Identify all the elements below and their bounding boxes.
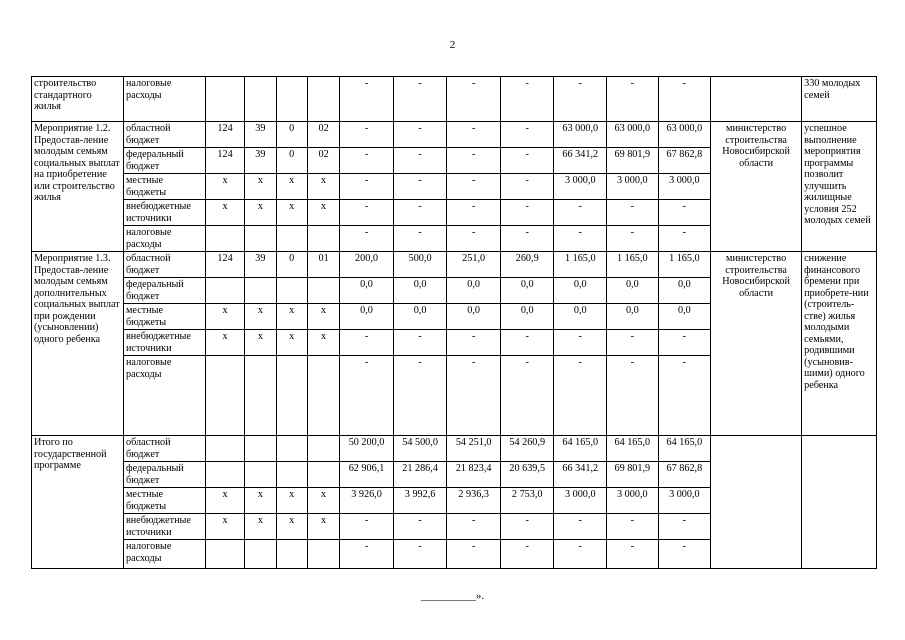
table-cell: х — [205, 514, 244, 540]
table-cell: снижение финансового бремени при приобрете-нии (строитель-стве) жилья молодыми семьями, родившими (усыновив-шими) одного ребенка — [802, 252, 877, 436]
table-cell: областной бюджет — [123, 436, 205, 462]
table-cell: 63 000,0 — [554, 122, 607, 148]
table-cell: - — [393, 148, 447, 174]
table-cell: - — [340, 540, 394, 569]
table-cell: 0,0 — [554, 278, 607, 304]
table-cell: налоговые расходы — [123, 356, 205, 436]
table-cell: 50 200,0 — [340, 436, 394, 462]
table-cell: - — [500, 174, 554, 200]
table-cell: 0,0 — [607, 278, 659, 304]
table-cell: - — [607, 77, 659, 122]
table-cell: х — [276, 174, 307, 200]
table-cell: - — [340, 330, 394, 356]
table-cell: - — [658, 77, 711, 122]
table-cell: 500,0 — [393, 252, 447, 278]
table-cell: - — [658, 540, 711, 569]
table-cell: 39 — [245, 122, 276, 148]
table-cell: - — [393, 122, 447, 148]
table-cell: х — [245, 200, 276, 226]
table-cell: - — [658, 514, 711, 540]
table-cell: 124 — [205, 122, 244, 148]
table-cell: - — [658, 226, 711, 252]
table-cell: успешное выполнение мероприятия программы позволит улучшить жилищные условия 252 молодых семей — [802, 122, 877, 252]
table-cell: - — [340, 514, 394, 540]
table-cell — [711, 436, 802, 569]
table-cell: 0 — [276, 148, 307, 174]
table-cell: местные бюджеты — [123, 304, 205, 330]
table-cell: 54 260,9 — [500, 436, 554, 462]
table-cell: х — [245, 174, 276, 200]
table-cell: - — [607, 356, 659, 436]
table-cell: 0 — [276, 122, 307, 148]
table-cell: 67 862,8 — [658, 148, 711, 174]
table-cell — [205, 278, 244, 304]
table-cell — [245, 77, 276, 122]
table-cell: - — [340, 122, 394, 148]
table-cell: - — [554, 514, 607, 540]
table-cell: - — [393, 77, 447, 122]
table-cell: х — [307, 200, 339, 226]
table-cell: 54 500,0 — [393, 436, 447, 462]
table-cell: Мероприятие 1.3. Предостав-ление молодым семьям дополнительных социальных выплат при рождении (усыновлении) одного ребенка — [32, 252, 124, 436]
table-cell: х — [205, 488, 244, 514]
table-cell: - — [447, 77, 501, 122]
table-cell: 0,0 — [340, 304, 394, 330]
table-cell: - — [393, 226, 447, 252]
table-cell — [245, 356, 276, 436]
table-cell: 0 — [276, 252, 307, 278]
table-cell — [205, 540, 244, 569]
table-cell: х — [307, 488, 339, 514]
table-cell: 69 801,9 — [607, 148, 659, 174]
table-cell: - — [340, 148, 394, 174]
table-cell: местные бюджеты — [123, 488, 205, 514]
table-cell: - — [500, 122, 554, 148]
table-cell: - — [393, 330, 447, 356]
table-cell: 39 — [245, 252, 276, 278]
table-cell: 69 801,9 — [607, 462, 659, 488]
table-cell: - — [658, 200, 711, 226]
table-cell: - — [447, 226, 501, 252]
table-cell: х — [307, 174, 339, 200]
table-cell: - — [447, 122, 501, 148]
table-cell — [802, 436, 877, 569]
table-cell: х — [276, 488, 307, 514]
table-cell: - — [607, 226, 659, 252]
table-cell: - — [554, 330, 607, 356]
table-cell — [307, 226, 339, 252]
table-cell: 63 000,0 — [607, 122, 659, 148]
table-cell — [245, 540, 276, 569]
table-cell: 124 — [205, 252, 244, 278]
table-cell — [307, 540, 339, 569]
table-cell — [205, 226, 244, 252]
table-cell — [245, 462, 276, 488]
table-cell: налоговые расходы — [123, 540, 205, 569]
table-row — [32, 252, 877, 278]
table-cell: - — [554, 356, 607, 436]
table-cell: х — [245, 304, 276, 330]
table-cell — [276, 278, 307, 304]
table-cell: х — [276, 200, 307, 226]
table-cell: - — [340, 200, 394, 226]
table-cell: - — [447, 200, 501, 226]
table-cell: х — [276, 514, 307, 540]
table-cell: - — [340, 356, 394, 436]
table-cell: - — [447, 356, 501, 436]
table-cell: 66 341,2 — [554, 148, 607, 174]
table-cell: - — [393, 356, 447, 436]
table-cell — [245, 436, 276, 462]
table-cell: 3 000,0 — [658, 488, 711, 514]
table-cell: - — [393, 540, 447, 569]
table-cell: областной бюджет — [123, 122, 205, 148]
table-cell: - — [447, 330, 501, 356]
table-cell: 3 000,0 — [607, 174, 659, 200]
table-cell — [307, 462, 339, 488]
table-cell: 124 — [205, 148, 244, 174]
table-cell: строительство стандартного жилья — [32, 77, 124, 122]
table-cell: 64 165,0 — [607, 436, 659, 462]
table-cell: 251,0 — [447, 252, 501, 278]
table-cell: х — [276, 330, 307, 356]
table-cell: 3 000,0 — [554, 488, 607, 514]
table-cell: - — [447, 514, 501, 540]
table-cell: 1 165,0 — [658, 252, 711, 278]
table-cell: 3 992,6 — [393, 488, 447, 514]
table-cell — [276, 462, 307, 488]
table-cell: внебюджетные источники — [123, 200, 205, 226]
table-cell: 0,0 — [393, 278, 447, 304]
table-cell — [307, 356, 339, 436]
table-cell: 0,0 — [340, 278, 394, 304]
table-cell: - — [393, 514, 447, 540]
table-cell: - — [607, 514, 659, 540]
table-cell — [307, 278, 339, 304]
table-cell: 02 — [307, 122, 339, 148]
table-cell: 39 — [245, 148, 276, 174]
table-cell: 21 286,4 — [393, 462, 447, 488]
table-cell: - — [607, 540, 659, 569]
table-cell: 64 165,0 — [554, 436, 607, 462]
table-cell — [205, 462, 244, 488]
table-cell — [276, 226, 307, 252]
table-cell: министерство строительства Новосибирской области — [711, 122, 802, 252]
table-cell: х — [245, 488, 276, 514]
table-cell: - — [340, 77, 394, 122]
table-cell — [307, 77, 339, 122]
table-cell: х — [205, 200, 244, 226]
table-cell: 3 000,0 — [607, 488, 659, 514]
table-cell: - — [500, 226, 554, 252]
table-cell: - — [393, 174, 447, 200]
table-cell: федеральный бюджет — [123, 148, 205, 174]
table-cell: - — [500, 356, 554, 436]
table-cell: областной бюджет — [123, 252, 205, 278]
table-cell: Мероприятие 1.2. Предостав-ление молодым семьям социальных выплат на приобретение или строительство жилья — [32, 122, 124, 252]
table-cell: местные бюджеты — [123, 174, 205, 200]
table-cell: - — [393, 200, 447, 226]
table-cell: 0,0 — [607, 304, 659, 330]
table-cell: 0,0 — [554, 304, 607, 330]
table-cell: х — [245, 514, 276, 540]
table-cell: - — [447, 174, 501, 200]
table-cell: - — [607, 200, 659, 226]
table-cell: 20 639,5 — [500, 462, 554, 488]
table-cell: 330 молодых семей — [802, 77, 877, 122]
table-cell — [245, 226, 276, 252]
table-cell: 3 926,0 — [340, 488, 394, 514]
table-cell: - — [340, 226, 394, 252]
table-cell: - — [658, 356, 711, 436]
table-cell: 0,0 — [500, 304, 554, 330]
table-cell: 21 823,4 — [447, 462, 501, 488]
table-cell: х — [205, 304, 244, 330]
table-cell: - — [658, 330, 711, 356]
table-cell: 63 000,0 — [658, 122, 711, 148]
table-cell: 200,0 — [340, 252, 394, 278]
table-cell — [276, 356, 307, 436]
table-cell: 0,0 — [447, 278, 501, 304]
table-cell: 67 862,8 — [658, 462, 711, 488]
table-cell: 0,0 — [500, 278, 554, 304]
table-cell: х — [245, 330, 276, 356]
table-cell: 3 000,0 — [554, 174, 607, 200]
table-cell: Итого по государственной программе — [32, 436, 124, 569]
table-cell — [245, 278, 276, 304]
table-cell: х — [307, 330, 339, 356]
table-cell: х — [307, 304, 339, 330]
table-cell: х — [307, 514, 339, 540]
table-cell: 64 165,0 — [658, 436, 711, 462]
table-cell — [276, 540, 307, 569]
table-cell: - — [500, 148, 554, 174]
table-cell: 0,0 — [658, 304, 711, 330]
table-row — [32, 77, 877, 122]
table-cell: налоговые расходы — [123, 77, 205, 122]
table-cell — [307, 436, 339, 462]
table-cell: - — [447, 148, 501, 174]
table-cell: внебюджетные источники — [123, 514, 205, 540]
table-row — [32, 436, 877, 462]
table-cell: 2 753,0 — [500, 488, 554, 514]
table-cell: 02 — [307, 148, 339, 174]
table-cell: - — [607, 330, 659, 356]
table-cell: 260,9 — [500, 252, 554, 278]
table-cell — [276, 77, 307, 122]
table-cell: внебюджетные источники — [123, 330, 205, 356]
table-cell: 62 906,1 — [340, 462, 394, 488]
table-cell: налоговые расходы — [123, 226, 205, 252]
program-funding-table — [31, 76, 877, 569]
table-cell: х — [276, 304, 307, 330]
table-cell — [276, 436, 307, 462]
table-cell: - — [340, 174, 394, 200]
table-cell: 2 936,3 — [447, 488, 501, 514]
table-cell: федеральный бюджет — [123, 278, 205, 304]
table-cell: - — [554, 200, 607, 226]
table-cell: министерство строительства Новосибирской области — [711, 252, 802, 436]
table-cell: федеральный бюджет — [123, 462, 205, 488]
table-cell: - — [554, 226, 607, 252]
table-cell — [205, 77, 244, 122]
table-cell: - — [500, 514, 554, 540]
page-number: 2 — [449, 39, 456, 51]
table-cell: - — [554, 540, 607, 569]
table-cell: 54 251,0 — [447, 436, 501, 462]
table-cell: 0,0 — [393, 304, 447, 330]
table-cell: - — [500, 77, 554, 122]
table-row — [32, 122, 877, 148]
table-cell: 01 — [307, 252, 339, 278]
table-cell — [711, 77, 802, 122]
table-cell: 0,0 — [447, 304, 501, 330]
table-cell: х — [205, 174, 244, 200]
table-cell: - — [554, 77, 607, 122]
closing-mark: __________». — [420, 590, 485, 602]
table-cell — [205, 436, 244, 462]
table-cell: 1 165,0 — [554, 252, 607, 278]
table-cell: - — [500, 330, 554, 356]
table-cell: 0,0 — [658, 278, 711, 304]
table-cell: - — [500, 200, 554, 226]
table-cell: 3 000,0 — [658, 174, 711, 200]
table-cell — [205, 356, 244, 436]
table-cell: - — [447, 540, 501, 569]
table-cell: 66 341,2 — [554, 462, 607, 488]
table-cell: 1 165,0 — [607, 252, 659, 278]
table-cell: - — [500, 540, 554, 569]
table-cell: х — [205, 330, 244, 356]
